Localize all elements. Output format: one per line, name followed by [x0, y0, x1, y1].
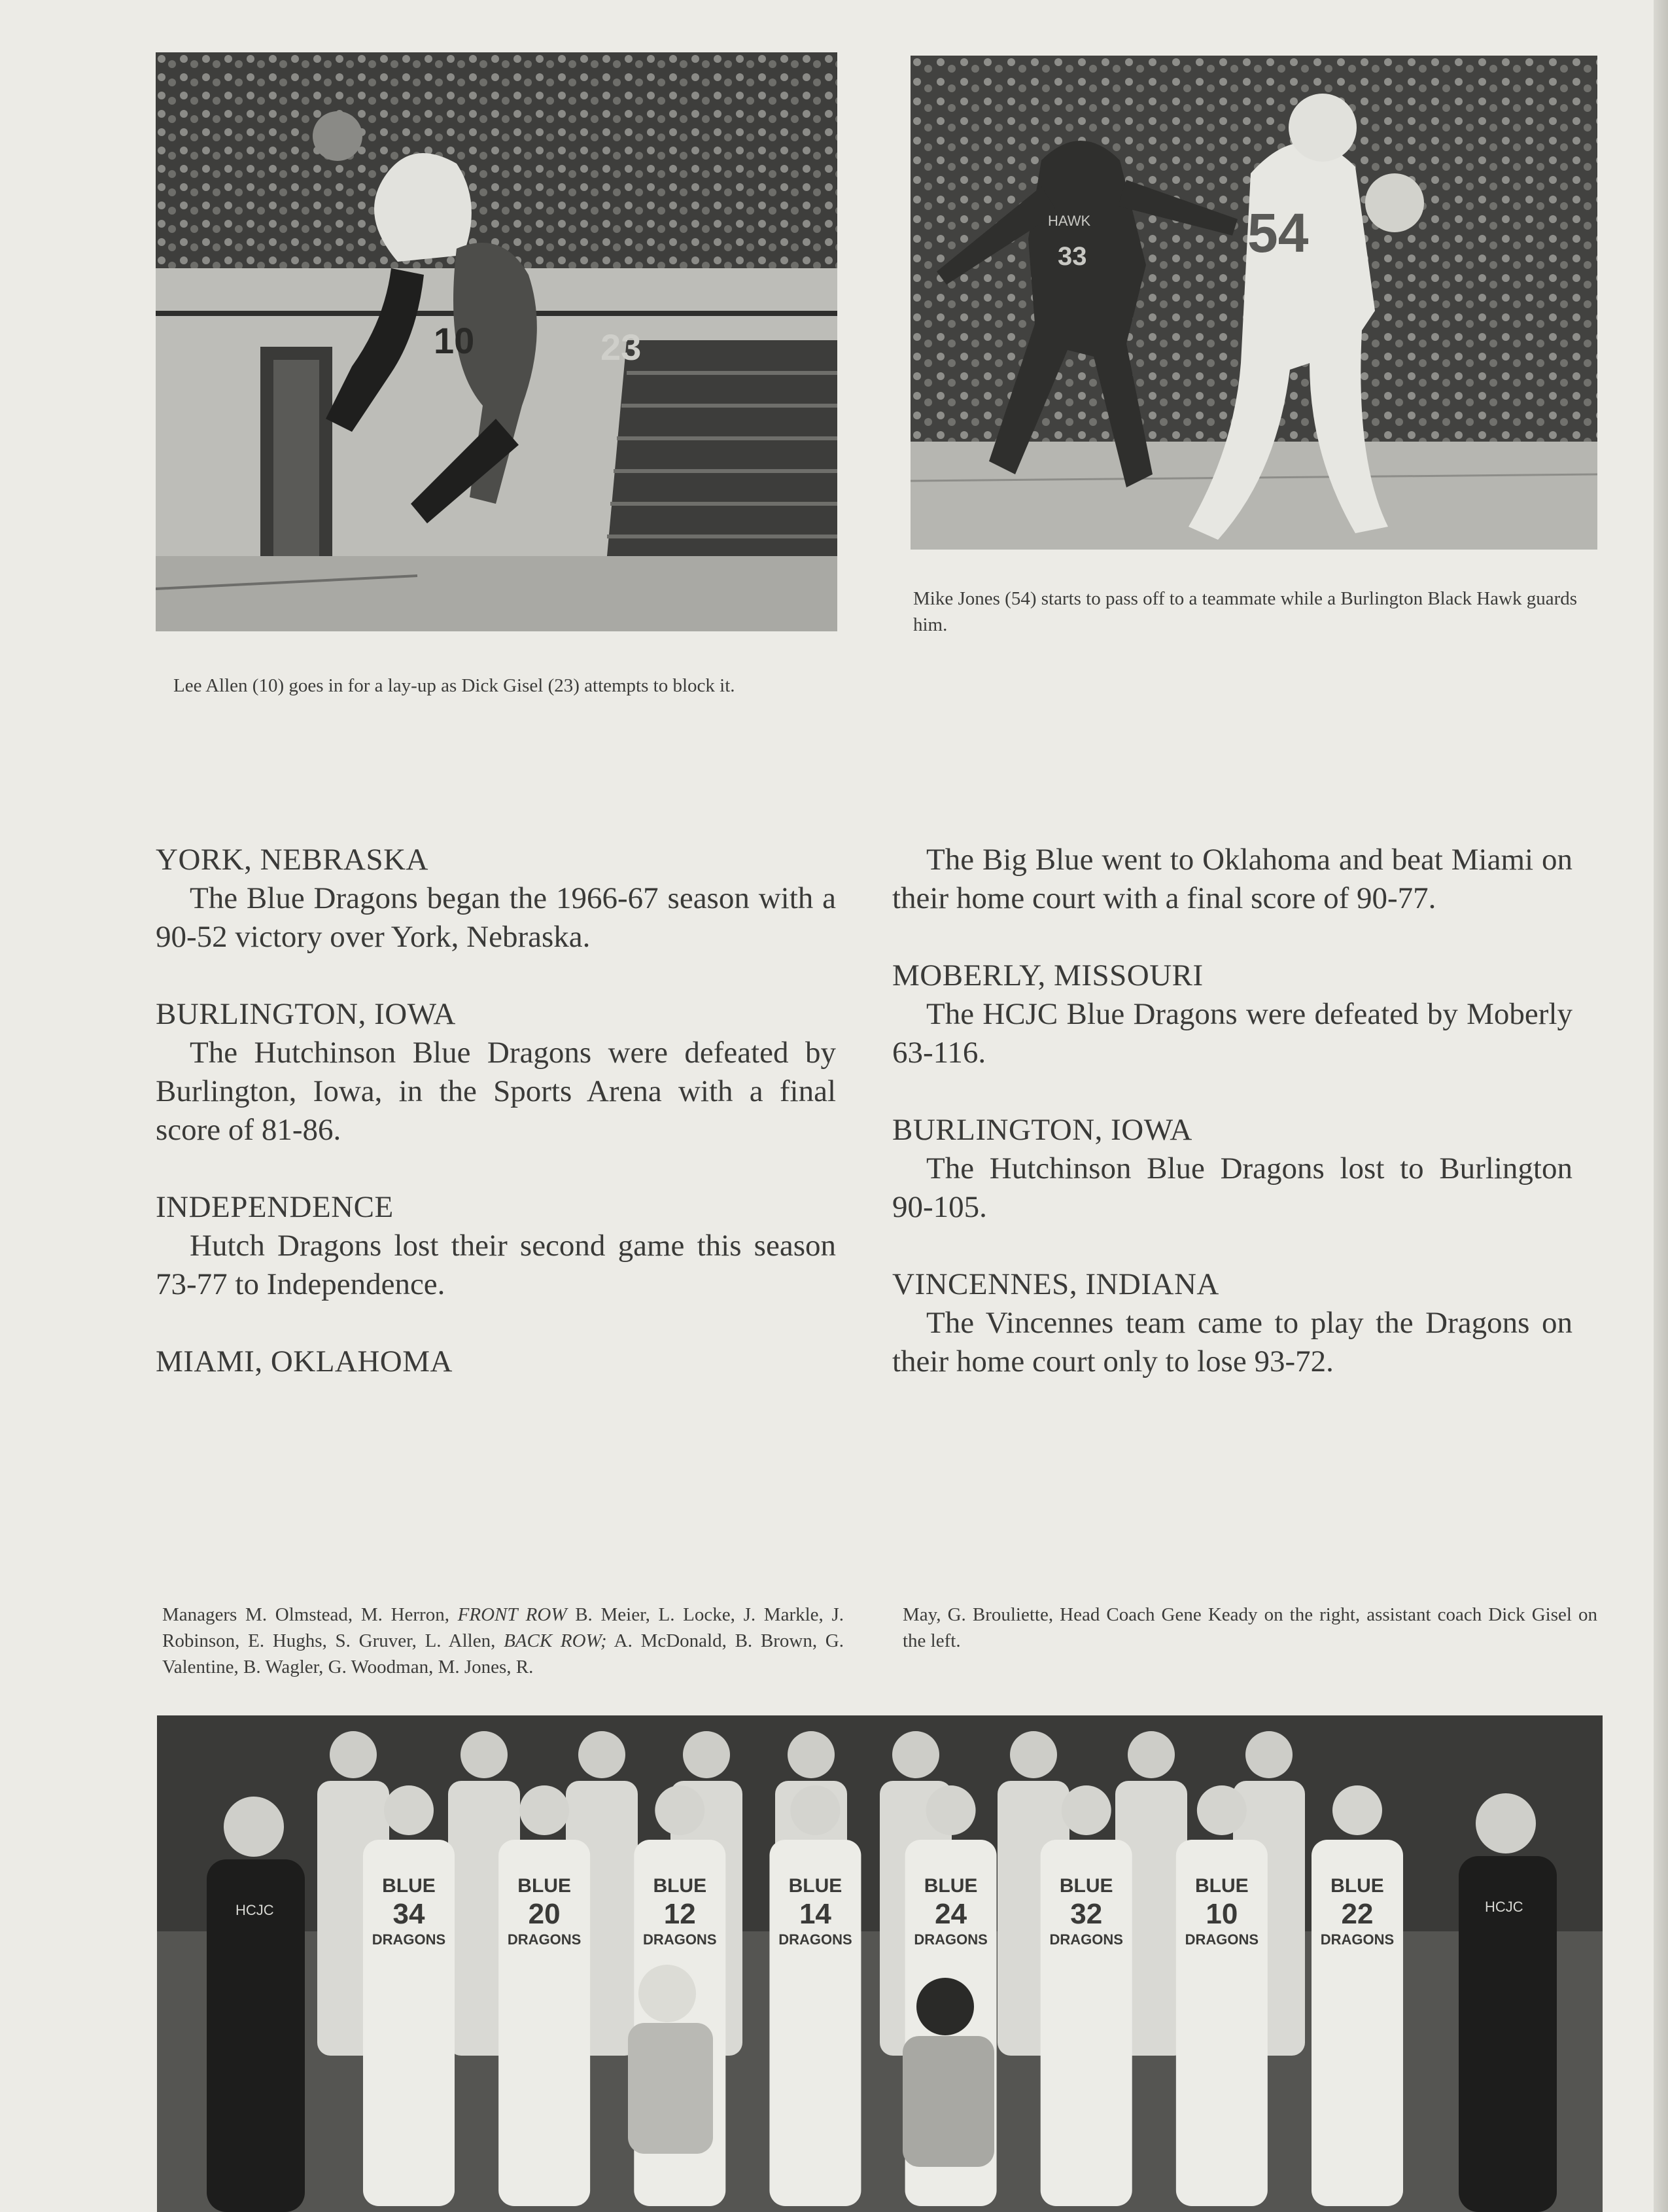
game-heading: INDEPENDENCE	[156, 1190, 394, 1224]
player-head	[790, 1785, 840, 1835]
caption-front-row-label: FRONT ROW	[457, 1604, 567, 1625]
front-row-player	[1041, 1785, 1132, 2206]
jersey-word-top: BLUE	[653, 1875, 707, 1897]
jersey-number: 10	[1206, 1898, 1238, 1930]
back-row-player-head	[460, 1731, 508, 1778]
player-head	[1197, 1785, 1247, 1835]
jersey-word-top: BLUE	[924, 1875, 978, 1897]
back-row-player-head	[578, 1731, 625, 1778]
front-row-player	[1176, 1785, 1268, 2206]
team-photo	[157, 1715, 1603, 2212]
jersey-number: 22	[1341, 1898, 1374, 1930]
pass-photo-art	[911, 56, 1597, 550]
layup-photo-caption: Lee Allen (10) goes in for a lay-up as Dick Gisel (23) attempts to block it.	[173, 675, 735, 696]
pass-hawk-text: HAWK	[1048, 213, 1091, 229]
jersey-number: 12	[663, 1898, 696, 1930]
back-row-player-head	[683, 1731, 730, 1778]
game-summary	[156, 1188, 836, 1304]
jersey-word-bottom: DRAGONS	[914, 1931, 988, 1948]
pass-photo-caption: Mike Jones (54) starts to pass off to a teammate while a Burlington Black Hawk guards him.	[913, 588, 1578, 635]
caption-front-row: B. Meier, L. Locke, J. Markle, J. Robinson, E. Hughs, S. Gruver, L. Allen,	[162, 1604, 844, 1651]
game-summary	[892, 841, 1572, 918]
jersey-word-top: BLUE	[788, 1875, 843, 1897]
pass-photo	[911, 56, 1597, 550]
jersey-number: 24	[935, 1898, 967, 1930]
front-row-player	[769, 1785, 861, 2206]
game-summary	[892, 1265, 1572, 1381]
back-row-player-head	[330, 1731, 377, 1778]
game-text: Hutch Dragons lost their second game this season 73-77 to Independence.	[156, 1229, 836, 1301]
game-heading: VINCENNES, INDIANA	[892, 1267, 1219, 1301]
back-row-player-head	[788, 1731, 835, 1778]
back-row-player-head	[892, 1731, 939, 1778]
game-summary	[892, 957, 1572, 1072]
jersey-word-top: BLUE	[1195, 1875, 1249, 1897]
player-head	[384, 1785, 434, 1835]
game-text: The HCJC Blue Dragons were defeated by Moberly 63-116.	[892, 997, 1572, 1070]
caption-back-row-label: BACK ROW;	[504, 1630, 607, 1651]
game-text: The Hutchinson Blue Dragons were defeated by Burlington, Iowa, in the Sports Arena with a final score of 81-86.	[156, 1036, 836, 1147]
jersey-word-bottom: DRAGONS	[1185, 1931, 1259, 1948]
front-row-player	[363, 1785, 455, 2206]
jersey-word-bottom: DRAGONS	[778, 1931, 852, 1948]
team-photo-caption	[162, 1602, 844, 1680]
games-left-column	[156, 841, 836, 1381]
jersey-word-top: BLUE	[517, 1875, 571, 1897]
layup-photo	[156, 52, 837, 631]
pass-hawk-number: 33	[1058, 242, 1087, 271]
game-summary	[156, 995, 836, 1150]
jersey-number: 20	[528, 1898, 561, 1930]
jersey-number: 34	[392, 1898, 425, 1930]
games-right-column	[892, 841, 1572, 1381]
game-text: The Blue Dragons began the 1966-67 season with a 90-52 victory over York, Nebraska.	[156, 881, 836, 954]
jersey-word-bottom: DRAGONS	[643, 1931, 717, 1948]
back-row-player-head	[1245, 1731, 1293, 1778]
jersey-word-top: BLUE	[1330, 1875, 1384, 1897]
jersey-word-bottom: DRAGONS	[1049, 1931, 1123, 1948]
front-row-player	[1312, 1785, 1403, 2206]
game-text: The Hutchinson Blue Dragons lost to Burlington 90-105.	[892, 1151, 1572, 1224]
game-heading: BURLINGTON, IOWA	[156, 997, 456, 1031]
layup-photo-art	[156, 52, 837, 631]
player-head	[926, 1785, 976, 1835]
player-head	[519, 1785, 569, 1835]
layup-dragon-number: 10	[434, 320, 475, 361]
jersey-word-top: BLUE	[1059, 1875, 1113, 1897]
team-photo-caption-continued: May, G. Brouliette, Head Coach Gene Keady on the right, assistant coach Dick Gisel on the left.	[903, 1604, 1597, 1651]
player-head	[1062, 1785, 1111, 1835]
player-head	[655, 1785, 704, 1835]
jersey-word-bottom: DRAGONS	[372, 1931, 446, 1948]
jersey-number: 32	[1070, 1898, 1103, 1930]
page-edge-shadow	[1654, 0, 1668, 2212]
game-heading: YORK, NEBRASKA	[156, 843, 428, 877]
back-row-player-head	[1128, 1731, 1175, 1778]
jersey-number: 14	[799, 1898, 831, 1930]
jersey-word-top: BLUE	[382, 1875, 436, 1897]
game-text: The Big Blue went to Oklahoma and beat Miami on their home court with a final score of 90-77.	[892, 843, 1572, 915]
layup-hawk-number: 23	[600, 326, 642, 368]
caption-back-row: A. McDonald, B. Brown, G. Valentine, B. Wagler, G. Woodman, M. Jones, R.	[162, 1630, 844, 1677]
back-row-player-head	[1010, 1731, 1057, 1778]
team-photo-art	[157, 1715, 1603, 2212]
pass-dragon-number: 54	[1247, 202, 1309, 264]
game-summary	[156, 1343, 836, 1381]
caption-managers: Managers M. Olmstead, M. Herron,	[162, 1604, 449, 1625]
head-coach-jacket-text: HCJC	[1485, 1899, 1523, 1915]
assistant-coach-jacket-text: HCJC	[235, 1902, 274, 1918]
game-heading: BURLINGTON, IOWA	[892, 1113, 1192, 1147]
game-summary	[892, 1111, 1572, 1227]
front-row-player	[498, 1785, 590, 2206]
game-summary	[156, 841, 836, 957]
jersey-word-bottom: DRAGONS	[1320, 1931, 1395, 1948]
game-text: The Vincennes team came to play the Dragons on their home court only to lose 93-72.	[892, 1306, 1572, 1378]
game-heading: MOBERLY, MISSOURI	[892, 958, 1204, 992]
game-heading: MIAMI, OKLAHOMA	[156, 1344, 453, 1378]
player-head	[1332, 1785, 1382, 1835]
jersey-word-bottom: DRAGONS	[507, 1931, 582, 1948]
